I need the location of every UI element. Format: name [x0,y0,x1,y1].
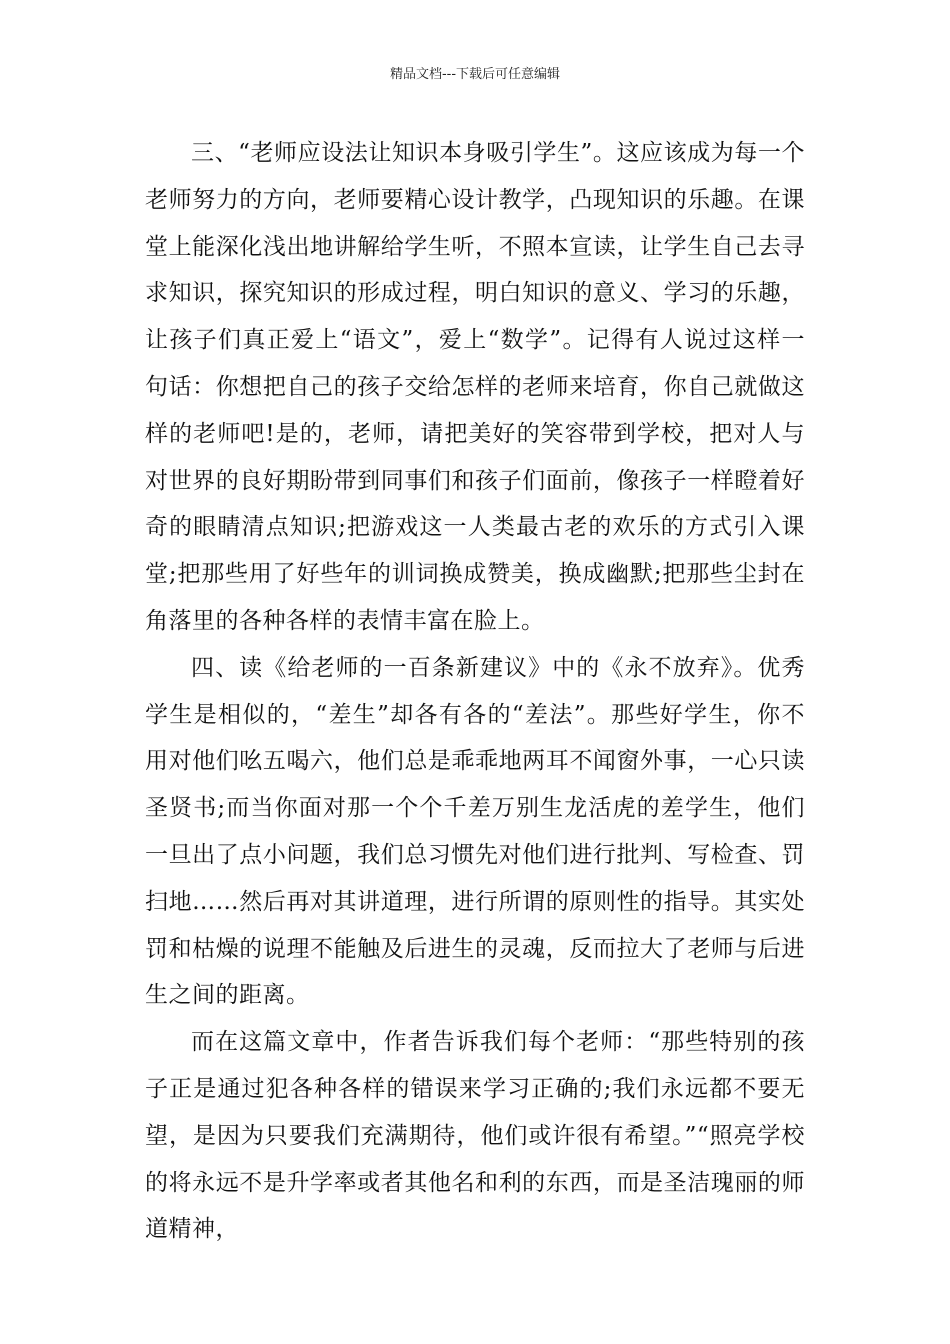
page-header: 精品文档---下载后可任意编辑 [389,67,561,82]
paragraph-section-3: 三、“老师应设法让知识本身吸引学生”。这应该成为每一个老师努力的方向，老师要精心设计教学，凸现知识的乐趣。在课堂上能深化浅出地讲解给学生听，不照本宣读，让学生自己去寻求知识，探究知识的形成过程，明白知识的意义、学习的乐趣，让孩子们真正爱上“语文”，爱上“数学”。记得有人说过这样一句话：你想把自己的孩子交给怎样的老师来培育，你自己就做这样的老师吧!是的，老师，请把美好的笑容带到学校，把对人与对世界的良好期盼带到同事们和孩子们面前，像孩子一样瞪着好奇的眼睛清点知识;把游戏这一人类最古老的欢乐的方式引入课堂;把那些用了好些年的训词换成赞美，换成幽默;把那些尘封在角落里的各种各样的表情丰富在脸上。 [145,140,805,634]
paragraph-article-quote: 而在这篇文章中，作者告诉我们每个老师：“那些特别的孩子正是通过犯各种各样的错误来学习正确的;我们永远都不要无望，是因为只要我们充满期待，他们或许很有希望。”“照亮学校的将永远不是升学率或者其他名和利的东西，而是圣洁瑰丽的师道精神， [145,1029,805,1243]
document-body [145,130,805,1253]
paragraph-section-4: 四、读《给老师的一百条新建议》中的《永不放弃》。优秀学生是相似的，“差生”却各有各的“差法”。那些好学生，你不用对他们吆五喝六，他们总是乖乖地两耳不闻窗外事，一心只读圣贤书;而当你面对那一个个千差万别生龙活虎的差学生，他们一旦出了点小问题，我们总习惯先对他们进行批判、写检查、罚扫地……然后再对其讲道理，进行所谓的原则性的指导。其实处罚和枯燥的说理不能触及后进生的灵魂，反而拉大了老师与后进生之间的距离。 [145,654,805,1009]
